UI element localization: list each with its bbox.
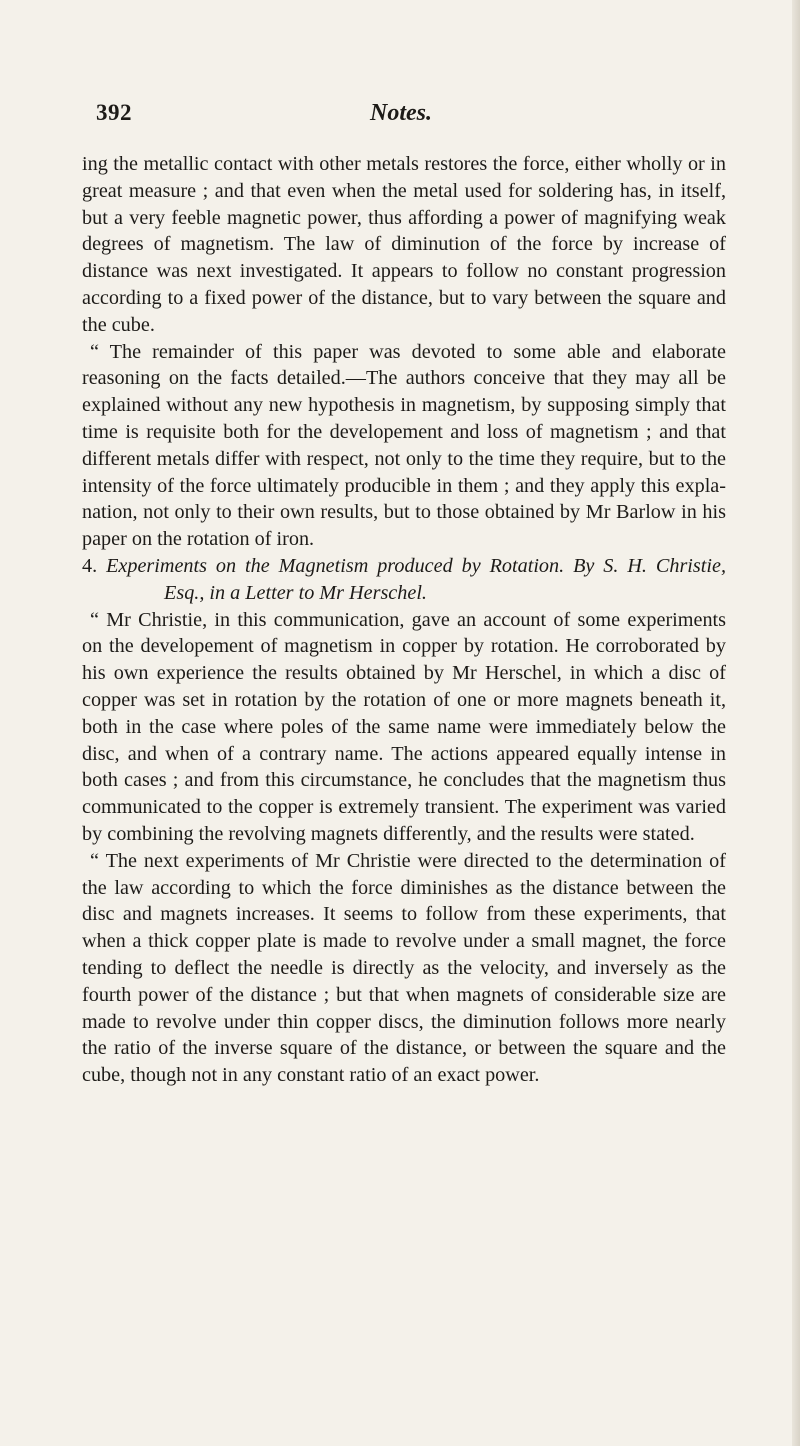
paragraph-4: “ The next experiments of Mr Christie were directed to the determination of the law according to which the force diminishes as the distance between the disc and magnets increases. It seems to follow from these experiments, that when a thick copper plate is made to revolve under a small magnet, the force tending to deflect the needle is directly as the velocity, and inversely as the fourth power of the distance ; but that when magnets of considerable size are made to revolve under thin copper discs, the diminution follows more nearly the ratio of the inverse square of the distance, or between the square and the cube, though not in any constant ratio of an exact power.	[82, 849, 726, 1087]
body-text	[82, 151, 726, 1089]
section-number: 4.	[82, 554, 98, 577]
section-title: Experiments on the Magnetism produced by Rotation. By S. H. Christie, Esq., in a Letter to Mr Herschel.	[106, 554, 726, 604]
paragraph-2: “ The remainder of this paper was devoted to some able and elaborate reasoning on the facts detailed.—The authors conceive that they may all be explained without any new hypothesis in magnetism, by supposing simply that time is requisite both for the developement and loss of magnetism ; and that different metals differ with respect, not only to the time they require, but to the intensity of the force ultimately producible in them ; and they apply this explanation, not only to their own results, but to those obtained by Mr Barlow in his paper on the rotation of iron.	[82, 340, 726, 551]
page-header	[0, 100, 800, 140]
paragraph-3: “ Mr Christie, in this communication, gave an account of some experiments on the developement of magnetism in copper by rotation. He corroborated by his own experience the results obtained by Mr Herschel, in which a disc of copper was set in rotation by the rotation of one or more magnets beneath it, both in the case where poles of the same name were immediately below the disc, and when of a contrary name. The actions appeared equally intense in both cases ; and from this circumstance, he concludes that the magnetism thus communicated to the copper is extremely transient. The experiment was varied by combining the revolving magnets differently, and the results were stated.	[82, 608, 726, 845]
paragraph-1: ing the metallic contact with other metals restores the force, either wholly or in great measure ; and that even when the metal used for soldering has, in itself, but a very feeble magnetic power, thus affording a power of magnifying weak degrees of magnetism. The law of diminution of the force by increase of distance was next investigated. It appears to follow no constant progression according to a fixed power of the distance, but to vary between the square and the cube.	[82, 153, 726, 336]
page-number: 392	[96, 100, 132, 125]
section-heading	[82, 553, 726, 607]
running-head: Notes.	[370, 100, 432, 126]
page-edge	[792, 0, 800, 1446]
